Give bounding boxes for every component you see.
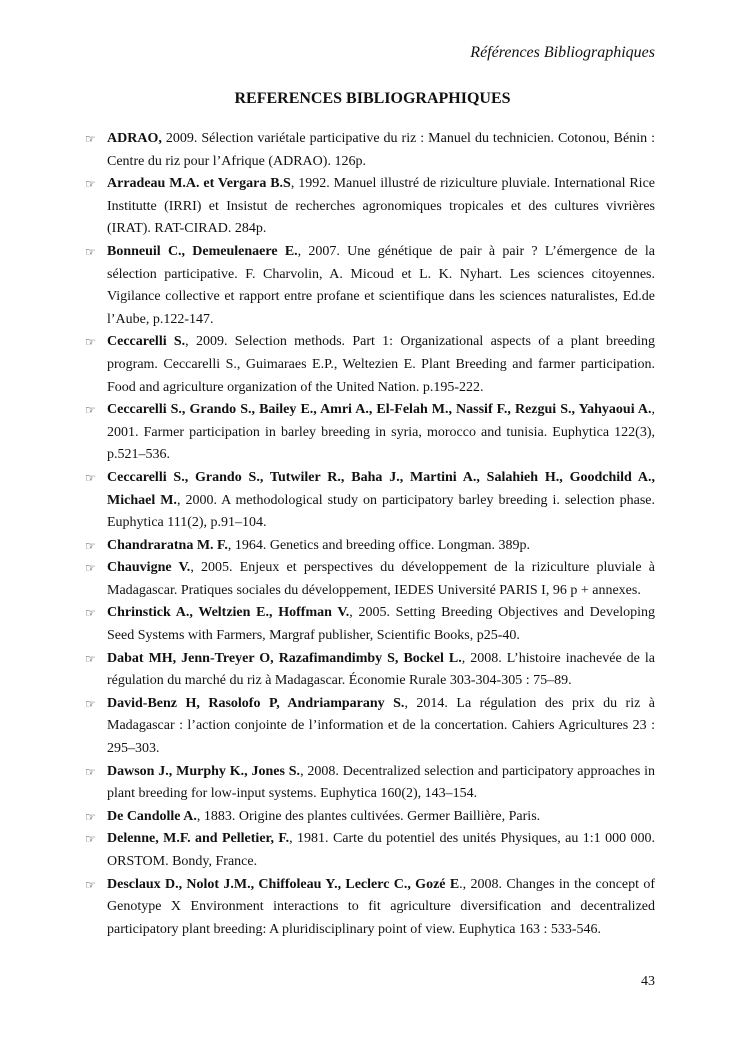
running-header: Références Bibliographiques bbox=[470, 44, 655, 61]
reference-details: , 2014. La régulation des prix du riz à Madagascar : l’action conjointe de l’information et de la concertation. Cahiers Agricultures 23 : 295–303. bbox=[107, 695, 656, 757]
pointing-hand-bullet-icon: ☞ bbox=[85, 403, 96, 418]
reference-authors: Chandraratna M. F. bbox=[107, 537, 228, 553]
reference-details: , 2008. L’histoire inachevée de la régulation du marché du riz à Madagascar. Économie Rurale 303-304-305 : 75–89. bbox=[107, 650, 656, 689]
reference-authors: David-Benz H, Rasolofo P, Andriamparany S. bbox=[107, 695, 405, 711]
reference-item bbox=[85, 173, 655, 241]
pointing-hand-bullet-icon: ☞ bbox=[85, 538, 96, 553]
reference-item bbox=[85, 399, 655, 467]
page-number: 43 bbox=[641, 974, 655, 989]
reference-details: , 1883. Origine des plantes cultivées. Germer Baillière, Paris. bbox=[196, 808, 541, 824]
reference-item bbox=[85, 331, 655, 399]
pointing-hand-bullet-icon: ☞ bbox=[85, 132, 96, 146]
reference-authors: Arradeau M.A. et Vergara B.S bbox=[107, 176, 291, 192]
reference-details: , 2008. Decentralized selection and participatory approaches in plant breeding for low-input systems. Euphytica 160(2), 143–154. bbox=[107, 763, 656, 802]
reference-item bbox=[85, 874, 655, 942]
reference-details: , 1964. Genetics and breeding office. Longman. 389p. bbox=[227, 537, 531, 553]
reference-authors: Chrinstick A., Weltzien E., Hoffman V. bbox=[107, 605, 350, 621]
reference-item bbox=[85, 828, 655, 873]
reference-details: ., 2008. Changes in the concept of Genotype X Environment interactions to fit agriculture diversification and decentralized participatory plant breeding: A pluridisciplinary point of view. Euphytica 163 : 533-546. bbox=[107, 876, 656, 937]
pointing-hand-bullet-icon: ☞ bbox=[85, 606, 96, 621]
reference-item bbox=[85, 557, 655, 602]
reference-authors: Delenne, M.F. and Pelletier, F. bbox=[107, 831, 290, 847]
reference-details: , 2005. Setting Breeding Objectives and Developing Seed Systems with Farmers, Margraf publisher, Scientific Books, p25-40. bbox=[107, 605, 655, 644]
pointing-hand-bullet-icon: ☞ bbox=[85, 335, 96, 350]
reference-item bbox=[85, 467, 655, 535]
reference-details: , 1992. Manuel illustré de riziculture pluviale. International Rice Institutte (IRRI) et Insistut de recherches agronomiques tropicales et des cultures vivrières (IRAT). RAT-CIRAD. 284p. bbox=[107, 176, 655, 237]
pointing-hand-bullet-icon: ☞ bbox=[85, 177, 96, 192]
reference-item bbox=[85, 128, 655, 173]
reference-details: , 2007. Une génétique de pair à pair ? L’émergence de la sélection participative. F. Charvolin, A. Micoud et L. K. Nyhart. Les sciences citoyennes. Vigilance collective et rapport entre profane et scientifique dans les sciences naturalistes, Ed.de l’Aube, p.122-147. bbox=[107, 243, 655, 327]
pointing-hand-bullet-icon: ☞ bbox=[85, 877, 96, 892]
reference-item bbox=[85, 241, 655, 331]
reference-item bbox=[85, 602, 655, 647]
reference-authors: Chauvigne V. bbox=[107, 560, 191, 576]
reference-item bbox=[85, 806, 655, 829]
reference-details: , 1981. Carte du potentiel des unités Physiques, au 1:1 000 000. ORSTOM. Bondy, France. bbox=[107, 831, 655, 869]
reference-details: , 2000. A methodological study on participatory barley breeding i. selection phase. Euphytica 111(2), p.91–104. bbox=[107, 492, 655, 531]
reference-authors: De Candolle A. bbox=[107, 808, 197, 824]
reference-item bbox=[85, 648, 655, 693]
reference-authors: Dabat MH, Jenn-Treyer O, Razafimandimby S, Bockel L. bbox=[107, 650, 462, 666]
reference-authors: Desclaux D., Nolot J.M., Chiffoleau Y., Leclerc C., Gozé E bbox=[107, 876, 460, 892]
reference-authors: Ceccarelli S., Grando S., Bailey E., Amri A., El-Felah M., Nassif F., Rezgui S., Yahyaoui A. bbox=[107, 402, 652, 418]
pointing-hand-bullet-icon: ☞ bbox=[85, 764, 96, 779]
pointing-hand-bullet-icon: ☞ bbox=[85, 696, 96, 711]
pointing-hand-bullet-icon: ☞ bbox=[85, 809, 96, 824]
pointing-hand-bullet-icon: ☞ bbox=[85, 651, 96, 666]
pointing-hand-bullet-icon: ☞ bbox=[85, 561, 96, 576]
reference-details: , 2001. Farmer participation in barley breeding in syria, morocco and tunisia. Euphytica 122(3), p.521–536. bbox=[107, 402, 655, 463]
reference-details: 2009. Sélection variétale participative du riz : Manuel du technicien. Cotonou, Bénin : Centre du riz pour l’Afrique (ADRAO). 126p. bbox=[107, 131, 655, 169]
reference-details: , 2009. Selection methods. Part 1: Organizational aspects of a plant breeding program. Ceccarelli S., Guimaraes E.P., Weltezien E. Plant Breeding and farmer participation. Food and agriculture organization of the United Nation. p.195-222. bbox=[107, 334, 655, 395]
reference-authors: ADRAO, bbox=[107, 131, 162, 146]
reference-authors: Dawson J., Murphy K., Jones S. bbox=[107, 763, 301, 779]
reference-item bbox=[85, 693, 655, 761]
reference-authors: Bonneuil C., Demeulenaere E. bbox=[107, 243, 298, 259]
page-title: REFERENCES BIBLIOGRAPHIQUES bbox=[234, 90, 511, 107]
reference-authors: Ceccarelli S. bbox=[107, 334, 186, 350]
reference-list bbox=[85, 128, 655, 941]
reference-item bbox=[85, 761, 655, 806]
reference-authors: Ceccarelli S., Grando S., Tutwiler R., Baha J., Martini A., Salahieh H., Goodchild A., Michael M. bbox=[107, 469, 655, 508]
pointing-hand-bullet-icon: ☞ bbox=[85, 244, 96, 259]
reference-details: , 2005. Enjeux et perspectives du développement de la riziculture pluviale à Madagascar. Pratiques sociales du développement, IEDES Université PARIS I, 96 p + annexes. bbox=[107, 560, 655, 598]
pointing-hand-bullet-icon: ☞ bbox=[85, 832, 96, 847]
pointing-hand-bullet-icon: ☞ bbox=[85, 470, 96, 485]
reference-item bbox=[85, 535, 655, 558]
